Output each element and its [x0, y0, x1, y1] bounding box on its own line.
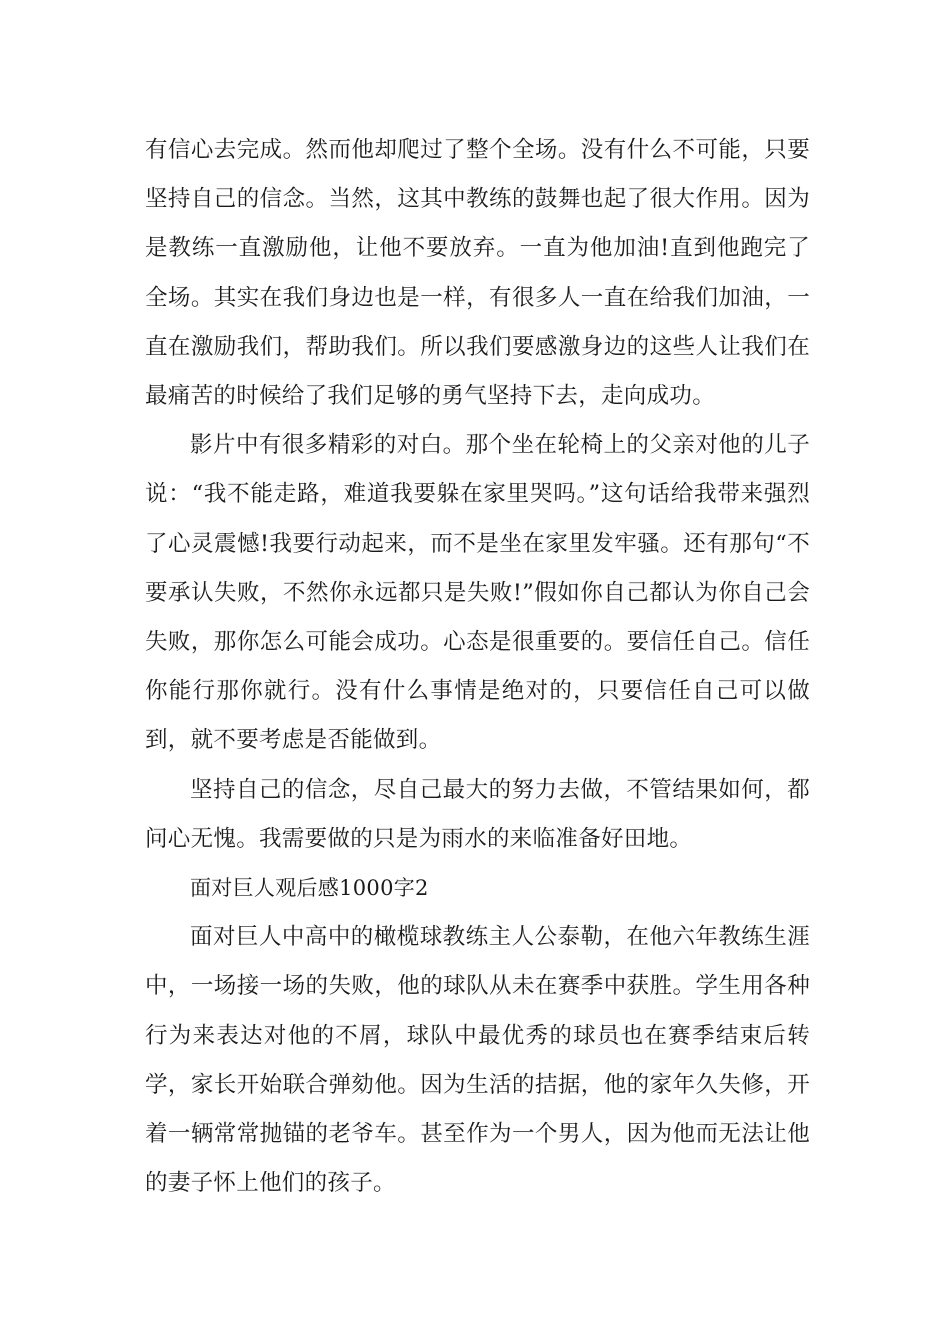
section-heading: 面对巨人观后感1000字2 [190, 876, 429, 901]
paragraph-synopsis: 面对巨人中高中的橄榄球教练主人公泰勒，在他六年教练生涯中，一场接一场的失败，他的球队从未在赛季中获胜。学生用各种行为来表达对他的不屑，球队中最优秀的球员也在赛季结束后转学，家长开始联合弹劾他。因为生活的拮据，他的家年久失修，开着一辆常常抛锚的老爷车。甚至作为一个男人，因为他而无法让他的妻子怀上他们的孩子。 [145, 924, 810, 1197]
document-body [145, 126, 810, 1208]
paragraph-continuation: 有信心去完成。然而他却爬过了整个全场。没有什么不可能，只要坚持自己的信念。当然，这其中教练的鼓舞也起了很大作用。因为是教练一直激励他，让他不要放弃。一直为他加油!直到他跑完了全场。其实在我们身边也是一样，有很多人一直在给我们加油，一直在激励我们，帮助我们。所以我们要感激身边的这些人让我们在最痛苦的时候给了我们足够的勇气坚持下去，走向成功。 [145, 137, 810, 410]
paragraph-dialogue: 影片中有很多精彩的对白。那个坐在轮椅上的父亲对他的儿子说：“我不能走路，难道我要躲在家里哭吗。”这句话给我带来强烈了心灵震憾!我要行动起来，而不是坐在家里发牢骚。还有那句“不要承认失败，不然你永远都只是失败!”假如你自己都认为你自己会失败，那你怎么可能会成功。心态是很重要的。要信任自己。信任你能行那你就行。没有什么事情是绝对的，只要信任自己可以做到，就不要考虑是否能做到。 [145, 432, 810, 754]
paragraph-conclusion: 坚持自己的信念，尽自己最大的努力去做，不管结果如何，都问心无愧。我需要做的只是为雨水的来临准备好田地。 [145, 776, 810, 852]
